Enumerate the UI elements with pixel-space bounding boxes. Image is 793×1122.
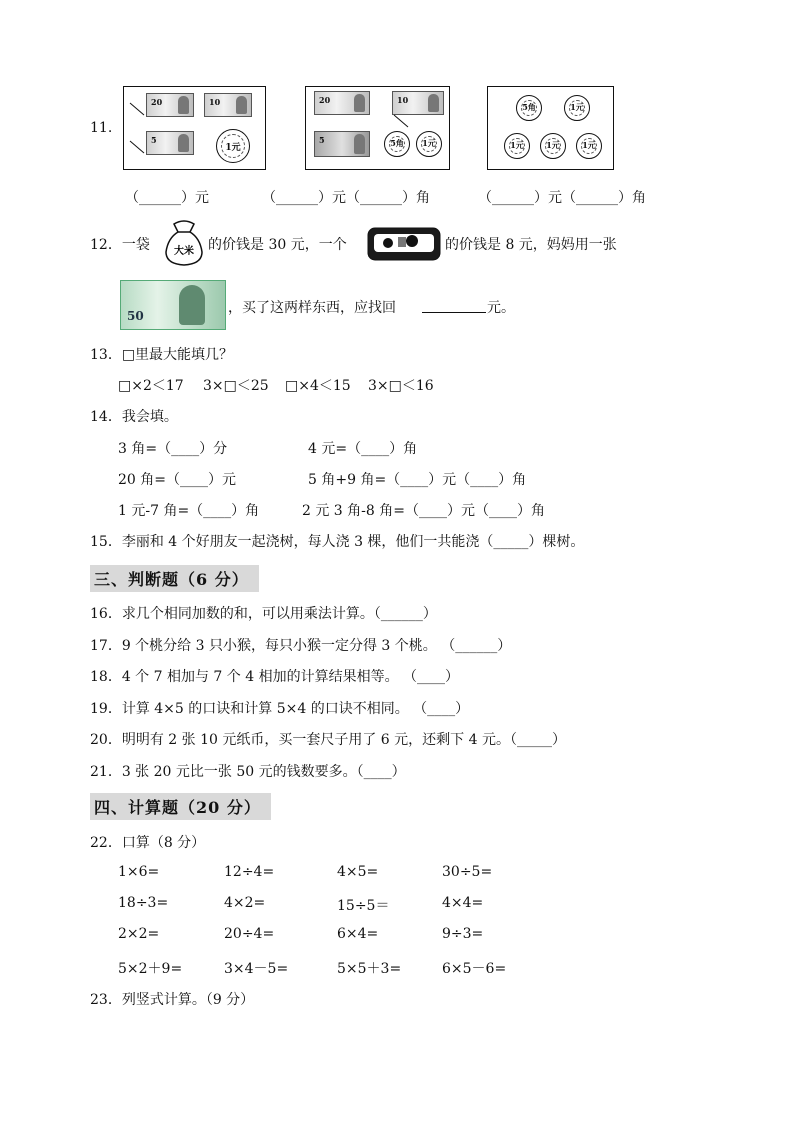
money-picture-3 [487,86,614,170]
q13-item[interactable]: □×4＜15 [285,378,351,394]
judge-item[interactable]: 20．明明有 2 张 10 元纸币，买一套尺子用了 6 元，还剩下 4 元。（_____） [90,732,566,748]
oral-calc-item[interactable]: 6×4= [337,926,379,942]
q13-item[interactable]: 3×□＜25 [203,378,269,394]
pen-mark-icon [392,113,412,129]
q12-text-2: 的价钱是 30 元，一个 [208,237,347,253]
judge-item[interactable]: 16．求几个相同加数的和，可以用乘法计算。（______） [90,606,437,622]
rice-bag-icon [160,218,208,268]
oral-calc-item[interactable]: 15÷5＝ [337,898,390,914]
judge-item[interactable]: 21．3 张 20 元比一张 50 元的钱数要多。（____） [90,764,406,780]
oral-calc-item[interactable]: 2×2= [118,926,160,942]
coin: 1元 [416,131,442,157]
q14-item[interactable]: 4 元=（____）角 [308,441,418,457]
oral-calc-item[interactable]: 20÷4= [224,926,275,942]
q11-answer-2[interactable]: （______）元（______）角 [262,190,430,206]
q12-answer-blank[interactable] [422,300,486,313]
judge-item[interactable]: 19．计算 4×5 的口诀和计算 5×4 的口诀不相同。 （____） [90,701,470,717]
oral-calc-item[interactable]: 3×4－5= [224,961,289,977]
q11-answer-1[interactable]: （______）元 [125,190,209,206]
q12-text-1: 12．一袋 [90,237,150,253]
q12-text-4: ，买了这两样东西，应找回 [228,300,396,316]
q14-item[interactable]: 2 元 3 角-8 角=（____）元（____）角 [302,503,545,519]
oral-calc-item[interactable]: 5×2＋9= [118,961,183,977]
q14-title: 14．我会填。 [90,409,178,425]
coin: 5角 [384,131,410,157]
banknote: 20 [146,93,194,117]
banknote: 5 [314,131,370,157]
q14-item[interactable]: 3 角=（____）分 [118,441,228,457]
oral-calc-item[interactable]: 5×5＋3= [337,961,402,977]
banknote: 10 [392,91,444,115]
coin: 1元 [540,133,566,159]
banknote: 20 [314,91,370,115]
coin: 1元 [504,133,530,159]
q14-item[interactable]: 20 角=（____）元 [118,472,236,488]
section-4-title: 四、计算题（20 分） [90,793,271,820]
q11-answer-3[interactable]: （______）元（______）角 [478,190,646,206]
q23-title: 23．列竖式计算。（9 分） [90,992,255,1008]
coin: 1元 [564,95,590,121]
q22-title: 22．口算（8 分） [90,835,206,851]
oral-calc-item[interactable]: 4×5= [337,864,379,880]
oral-calc-item[interactable]: 4×2= [224,895,266,911]
q12-text-3: 的价钱是 8 元，妈妈用一张 [445,237,617,253]
judge-item[interactable]: 17．9 个桃分给 3 只小猴，每只小猴一定分得 3 个桃。 （______） [90,638,512,654]
money-picture-2 [305,86,450,170]
banknote: 10 [204,93,252,117]
oral-calc-item[interactable]: 4×4= [442,895,484,911]
coin: 5角 [516,95,542,121]
q15-text[interactable]: 15．李丽和 4 个好朋友一起浇树，每人浇 3 棵，他们一共能浇（_____）棵树。 [90,534,585,550]
oral-calc-item[interactable]: 18÷3= [118,895,169,911]
q13-item[interactable]: 3×□＜16 [368,378,434,394]
oral-calc-item[interactable]: 12÷4= [224,864,275,880]
q12-text-5: 元。 [487,300,515,316]
svg-text:大米: 大米 [174,246,194,257]
pencil-case-icon [366,224,442,264]
coin: 1元 [576,133,602,159]
pen-mark-icon [128,101,146,161]
oral-calc-item[interactable]: 9÷3= [442,926,484,942]
coin: 1元 [216,129,250,163]
money-picture-1 [123,86,266,170]
q14-item[interactable]: 5 角+9 角=（____）元（____）角 [308,472,527,488]
oral-calc-item[interactable]: 30÷5= [442,864,493,880]
q11-number: 11. [90,120,113,136]
q13-item[interactable]: □×2＜17 [118,378,184,394]
judge-item[interactable]: 18．4 个 7 相加与 7 个 4 相加的计算结果相等。 （____） [90,669,460,685]
banknote-50-picture: 50 [120,280,226,330]
oral-calc-item[interactable]: 1×6= [118,864,160,880]
q13-title: 13．□里最大能填几？ [90,347,234,363]
q14-item[interactable]: 1 元-7 角=（____）角 [118,503,260,519]
banknote: 5 [146,131,194,155]
section-3-title: 三、判断题（6 分） [90,565,259,592]
oral-calc-item[interactable]: 6×5－6= [442,961,507,977]
